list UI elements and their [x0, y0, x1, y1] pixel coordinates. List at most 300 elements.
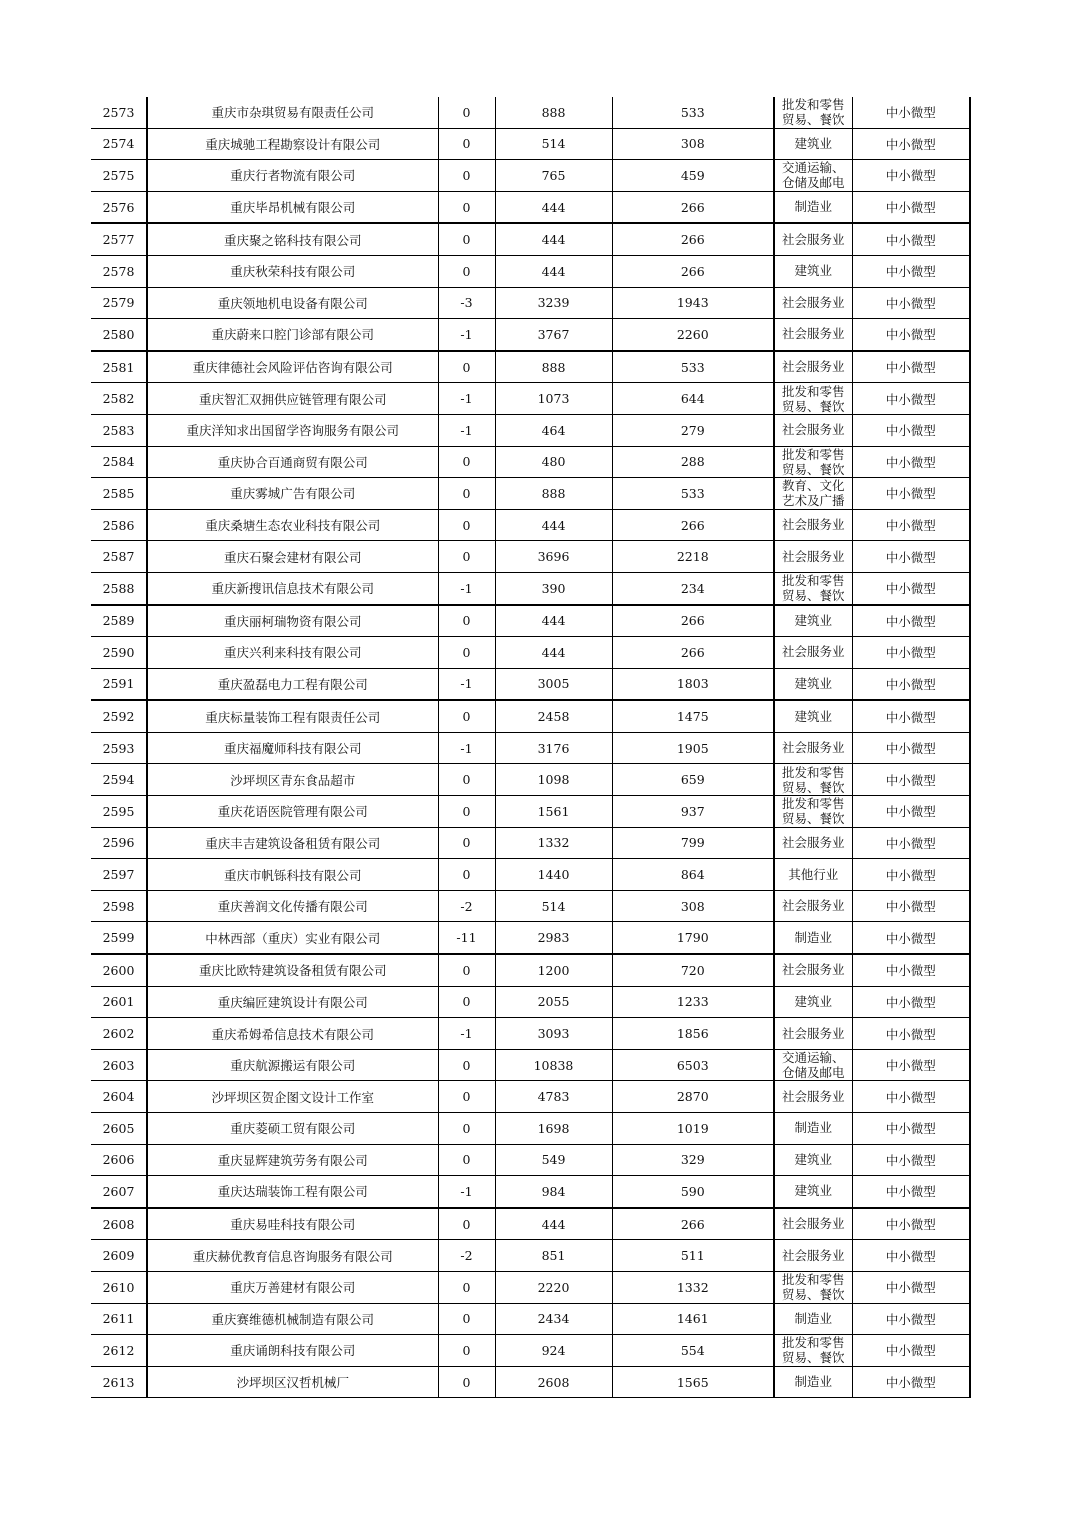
- table-row: [91, 637, 970, 669]
- table-row: [91, 160, 970, 192]
- size-category: 中小微型: [852, 97, 970, 128]
- size-category: 中小微型: [852, 796, 970, 828]
- industry-cell: [774, 319, 852, 351]
- amount-b: 1803: [612, 668, 774, 700]
- industry-cell: [774, 1303, 852, 1335]
- change-value: 0: [438, 478, 495, 510]
- change-value: 0: [438, 827, 495, 859]
- amount-a: 3239: [495, 287, 612, 319]
- table-row: [91, 827, 970, 859]
- industry-label: 建筑业: [794, 1183, 832, 1199]
- row-number: 2585: [91, 478, 147, 510]
- row-number: 2599: [91, 922, 147, 954]
- amount-a: 549: [495, 1144, 612, 1176]
- company-name: 重庆兴利来科技有限公司: [147, 637, 438, 669]
- table-row: [91, 796, 970, 828]
- table-row: [91, 890, 970, 922]
- industry-label: 建筑业: [794, 675, 832, 691]
- table-row: [91, 1081, 970, 1113]
- change-value: 0: [438, 1049, 495, 1081]
- amount-a: 1440: [495, 859, 612, 891]
- amount-b: 1461: [612, 1303, 774, 1335]
- amount-a: 888: [495, 97, 612, 128]
- company-name: 重庆比欧特建筑设备租赁有限公司: [147, 954, 438, 986]
- size-category: 中小微型: [852, 605, 970, 637]
- industry-label: 社会服务业: [781, 834, 845, 850]
- table-row: [91, 1049, 970, 1081]
- amount-b: 329: [612, 1144, 774, 1176]
- row-number: 2604: [91, 1081, 147, 1113]
- amount-b: 266: [612, 509, 774, 541]
- company-name: 重庆秋荣科技有限公司: [147, 255, 438, 287]
- size-category: 中小微型: [852, 319, 970, 351]
- company-name: 重庆行者物流有限公司: [147, 160, 438, 192]
- row-number: 2574: [91, 128, 147, 160]
- change-value: 0: [438, 1335, 495, 1367]
- industry-cell: [774, 255, 852, 287]
- amount-b: 799: [612, 827, 774, 859]
- amount-a: 3176: [495, 732, 612, 764]
- amount-b: 511: [612, 1240, 774, 1272]
- row-number: 2607: [91, 1176, 147, 1208]
- company-name: 重庆花语医院管理有限公司: [147, 796, 438, 828]
- industry-cell: [774, 97, 852, 128]
- table-row: [91, 1335, 970, 1367]
- size-category: 中小微型: [852, 1144, 970, 1176]
- change-value: 0: [438, 986, 495, 1018]
- table-row: [91, 128, 970, 160]
- company-name: 重庆桑塘生态农业科技有限公司: [147, 509, 438, 541]
- table-row: [91, 572, 970, 604]
- amount-b: 1905: [612, 732, 774, 764]
- amount-a: 514: [495, 128, 612, 160]
- company-name: 重庆毕昂机械有限公司: [147, 191, 438, 223]
- company-name: 重庆丽柯瑞物资有限公司: [147, 605, 438, 637]
- row-number: 2576: [91, 191, 147, 223]
- change-value: 0: [438, 509, 495, 541]
- size-category: 中小微型: [852, 383, 970, 415]
- industry-label: 建筑业: [794, 993, 832, 1009]
- amount-b: 644: [612, 383, 774, 415]
- industry-cell: [774, 1208, 852, 1240]
- industry-label: 批发和零售贸易、餐饮: [781, 1335, 845, 1366]
- amount-b: 1233: [612, 986, 774, 1018]
- size-category: 中小微型: [852, 1208, 970, 1240]
- size-category: 中小微型: [852, 287, 970, 319]
- change-value: -1: [438, 668, 495, 700]
- industry-label: 社会服务业: [781, 294, 845, 310]
- industry-cell: [774, 509, 852, 541]
- row-number: 2608: [91, 1208, 147, 1240]
- amount-b: 533: [612, 478, 774, 510]
- industry-cell: [774, 922, 852, 954]
- company-name: 沙坪坝区青东食品超市: [147, 764, 438, 796]
- change-value: -11: [438, 922, 495, 954]
- industry-label: 建筑业: [794, 612, 832, 628]
- table-row: [91, 732, 970, 764]
- table-row: [91, 509, 970, 541]
- industry-label: 社会服务业: [781, 326, 845, 342]
- size-category: 中小微型: [852, 1366, 970, 1398]
- row-number: 2600: [91, 954, 147, 986]
- industry-cell: [774, 541, 852, 573]
- amount-a: 1200: [495, 954, 612, 986]
- amount-b: 533: [612, 351, 774, 383]
- industry-label: 制造业: [794, 1120, 832, 1136]
- amount-a: 390: [495, 572, 612, 604]
- amount-b: 266: [612, 1208, 774, 1240]
- industry-label: 制造业: [794, 1310, 832, 1326]
- company-name: 中林西部（重庆）实业有限公司: [147, 922, 438, 954]
- size-category: 中小微型: [852, 1081, 970, 1113]
- industry-cell: [774, 414, 852, 446]
- amount-b: 1790: [612, 922, 774, 954]
- row-number: 2575: [91, 160, 147, 192]
- table-row: [91, 223, 970, 255]
- table-row: [91, 954, 970, 986]
- industry-label: 批发和零售贸易、餐饮: [781, 446, 845, 477]
- amount-a: 2608: [495, 1366, 612, 1398]
- industry-cell: [774, 764, 852, 796]
- amount-a: 444: [495, 255, 612, 287]
- size-category: 中小微型: [852, 954, 970, 986]
- industry-cell: [774, 796, 852, 828]
- change-value: 0: [438, 446, 495, 478]
- row-number: 2573: [91, 97, 147, 128]
- industry-label: 社会服务业: [781, 962, 845, 978]
- industry-label: 交通运输、仓储及邮电: [781, 160, 845, 191]
- amount-b: 1856: [612, 1018, 774, 1050]
- row-number: 2586: [91, 509, 147, 541]
- industry-label: 社会服务业: [781, 898, 845, 914]
- size-category: 中小微型: [852, 191, 970, 223]
- industry-cell: [774, 383, 852, 415]
- change-value: 0: [438, 859, 495, 891]
- change-value: 0: [438, 351, 495, 383]
- change-value: 0: [438, 97, 495, 128]
- industry-cell: [774, 1271, 852, 1303]
- amount-a: 2434: [495, 1303, 612, 1335]
- size-category: 中小微型: [852, 1240, 970, 1272]
- company-name: 重庆石聚会建材有限公司: [147, 541, 438, 573]
- change-value: 0: [438, 160, 495, 192]
- table-row: [91, 351, 970, 383]
- industry-label: 交通运输、仓储及邮电: [781, 1050, 845, 1081]
- size-category: 中小微型: [852, 128, 970, 160]
- change-value: -2: [438, 890, 495, 922]
- amount-b: 266: [612, 637, 774, 669]
- size-category: 中小微型: [852, 414, 970, 446]
- amount-b: 864: [612, 859, 774, 891]
- amount-a: 765: [495, 160, 612, 192]
- amount-b: 1019: [612, 1113, 774, 1145]
- row-number: 2598: [91, 890, 147, 922]
- change-value: 0: [438, 255, 495, 287]
- row-number: 2584: [91, 446, 147, 478]
- company-name: 重庆洋知求出国留学咨询服务有限公司: [147, 414, 438, 446]
- amount-a: 3696: [495, 541, 612, 573]
- row-number: 2611: [91, 1303, 147, 1335]
- row-number: 2578: [91, 255, 147, 287]
- change-value: -1: [438, 732, 495, 764]
- industry-cell: [774, 1144, 852, 1176]
- company-name: 重庆蔚来口腔门诊部有限公司: [147, 319, 438, 351]
- industry-label: 批发和零售贸易、餐饮: [781, 573, 845, 604]
- row-number: 2579: [91, 287, 147, 319]
- amount-b: 459: [612, 160, 774, 192]
- table-row: [91, 1208, 970, 1240]
- amount-a: 444: [495, 509, 612, 541]
- company-name: 沙坪坝区贺企图文设计工作室: [147, 1081, 438, 1113]
- table-body: [91, 97, 970, 1398]
- size-category: 中小微型: [852, 1018, 970, 1050]
- amount-a: 444: [495, 605, 612, 637]
- amount-a: 1332: [495, 827, 612, 859]
- company-name: 重庆盈磊电力工程有限公司: [147, 668, 438, 700]
- industry-label: 制造业: [794, 1374, 832, 1390]
- amount-b: 937: [612, 796, 774, 828]
- row-number: 2612: [91, 1335, 147, 1367]
- change-value: 0: [438, 1144, 495, 1176]
- amount-b: 279: [612, 414, 774, 446]
- table-row: [91, 668, 970, 700]
- amount-b: 6503: [612, 1049, 774, 1081]
- size-category: 中小微型: [852, 223, 970, 255]
- industry-cell: [774, 191, 852, 223]
- size-category: 中小微型: [852, 1271, 970, 1303]
- size-category: 中小微型: [852, 1303, 970, 1335]
- size-category: 中小微型: [852, 446, 970, 478]
- amount-b: 266: [612, 223, 774, 255]
- row-number: 2593: [91, 732, 147, 764]
- industry-label: 建筑业: [794, 263, 832, 279]
- amount-b: 2260: [612, 319, 774, 351]
- industry-cell: [774, 1113, 852, 1145]
- company-name: 重庆易哇科技有限公司: [147, 1208, 438, 1240]
- industry-cell: [774, 1081, 852, 1113]
- row-number: 2595: [91, 796, 147, 828]
- amount-a: 984: [495, 1176, 612, 1208]
- company-name: 重庆标量装饰工程有限责任公司: [147, 700, 438, 732]
- company-name: 重庆新搜讯信息技术有限公司: [147, 572, 438, 604]
- change-value: -1: [438, 383, 495, 415]
- change-value: 0: [438, 1081, 495, 1113]
- company-name: 重庆协合百通商贸有限公司: [147, 446, 438, 478]
- size-category: 中小微型: [852, 859, 970, 891]
- size-category: 中小微型: [852, 700, 970, 732]
- industry-label: 社会服务业: [781, 644, 845, 660]
- industry-cell: [774, 637, 852, 669]
- table-row: [91, 478, 970, 510]
- change-value: -1: [438, 414, 495, 446]
- industry-label: 建筑业: [794, 708, 832, 724]
- company-name: 重庆市杂琪贸易有限责任公司: [147, 97, 438, 128]
- size-category: 中小微型: [852, 922, 970, 954]
- table-row: [91, 1271, 970, 1303]
- industry-label: 社会服务业: [781, 1025, 845, 1041]
- change-value: 0: [438, 541, 495, 573]
- amount-b: 1943: [612, 287, 774, 319]
- row-number: 2610: [91, 1271, 147, 1303]
- table-row: [91, 287, 970, 319]
- row-number: 2577: [91, 223, 147, 255]
- enterprise-table: [91, 97, 971, 1398]
- industry-cell: [774, 732, 852, 764]
- company-name: 重庆赛维德机械制造有限公司: [147, 1303, 438, 1335]
- table-row: [91, 859, 970, 891]
- company-name: 重庆律德社会风险评估咨询有限公司: [147, 351, 438, 383]
- industry-label: 社会服务业: [781, 1216, 845, 1232]
- amount-b: 2870: [612, 1081, 774, 1113]
- company-name: 沙坪坝区汉哲机械厂: [147, 1366, 438, 1398]
- industry-cell: [774, 287, 852, 319]
- table-row: [91, 1144, 970, 1176]
- industry-label: 制造业: [794, 929, 832, 945]
- company-name: 重庆聚之铭科技有限公司: [147, 223, 438, 255]
- change-value: -1: [438, 1176, 495, 1208]
- industry-cell: [774, 1240, 852, 1272]
- row-number: 2581: [91, 351, 147, 383]
- amount-a: 2983: [495, 922, 612, 954]
- change-value: -3: [438, 287, 495, 319]
- industry-label: 建筑业: [794, 1151, 832, 1167]
- row-number: 2594: [91, 764, 147, 796]
- row-number: 2597: [91, 859, 147, 891]
- change-value: 0: [438, 128, 495, 160]
- amount-b: 288: [612, 446, 774, 478]
- industry-label: 制造业: [794, 199, 832, 215]
- amount-a: 10838: [495, 1049, 612, 1081]
- amount-b: 1475: [612, 700, 774, 732]
- industry-cell: [774, 446, 852, 478]
- company-name: 重庆雾城广告有限公司: [147, 478, 438, 510]
- table-row: [91, 383, 970, 415]
- table-row: [91, 541, 970, 573]
- table-row: [91, 446, 970, 478]
- industry-cell: [774, 223, 852, 255]
- table-row: [91, 922, 970, 954]
- amount-a: 480: [495, 446, 612, 478]
- company-name: 重庆显辉建筑劳务有限公司: [147, 1144, 438, 1176]
- company-name: 重庆善润文化传播有限公司: [147, 890, 438, 922]
- table-row: [91, 255, 970, 287]
- size-category: 中小微型: [852, 732, 970, 764]
- amount-a: 1073: [495, 383, 612, 415]
- industry-cell: [774, 1176, 852, 1208]
- company-name: 重庆菱硕工贸有限公司: [147, 1113, 438, 1145]
- amount-a: 444: [495, 191, 612, 223]
- industry-cell: [774, 668, 852, 700]
- size-category: 中小微型: [852, 572, 970, 604]
- table-row: [91, 1366, 970, 1398]
- table-row: [91, 605, 970, 637]
- table-row: [91, 97, 970, 128]
- change-value: 0: [438, 764, 495, 796]
- change-value: 0: [438, 1303, 495, 1335]
- size-category: 中小微型: [852, 1335, 970, 1367]
- industry-label: 批发和零售贸易、餐饮: [781, 383, 845, 414]
- amount-a: 2458: [495, 700, 612, 732]
- table-row: [91, 1303, 970, 1335]
- industry-label: 社会服务业: [781, 359, 845, 375]
- industry-cell: [774, 478, 852, 510]
- table-row: [91, 1113, 970, 1145]
- size-category: 中小微型: [852, 986, 970, 1018]
- amount-b: 533: [612, 97, 774, 128]
- amount-a: 1098: [495, 764, 612, 796]
- amount-a: 924: [495, 1335, 612, 1367]
- amount-a: 3093: [495, 1018, 612, 1050]
- change-value: 0: [438, 700, 495, 732]
- size-category: 中小微型: [852, 827, 970, 859]
- size-category: 中小微型: [852, 509, 970, 541]
- table-row: [91, 1176, 970, 1208]
- amount-b: 590: [612, 1176, 774, 1208]
- industry-cell: [774, 605, 852, 637]
- table-row: [91, 1018, 970, 1050]
- size-category: 中小微型: [852, 668, 970, 700]
- amount-b: 308: [612, 128, 774, 160]
- row-number: 2587: [91, 541, 147, 573]
- row-number: 2606: [91, 1144, 147, 1176]
- amount-a: 514: [495, 890, 612, 922]
- amount-a: 2055: [495, 986, 612, 1018]
- row-number: 2589: [91, 605, 147, 637]
- size-category: 中小微型: [852, 541, 970, 573]
- table-row: [91, 414, 970, 446]
- change-value: 0: [438, 796, 495, 828]
- size-category: 中小微型: [852, 764, 970, 796]
- amount-a: 464: [495, 414, 612, 446]
- company-name: 重庆诵朗科技有限公司: [147, 1335, 438, 1367]
- change-value: 0: [438, 1271, 495, 1303]
- change-value: 0: [438, 223, 495, 255]
- company-name: 重庆福魔师科技有限公司: [147, 732, 438, 764]
- table-row: [91, 764, 970, 796]
- change-value: 0: [438, 1366, 495, 1398]
- industry-label: 批发和零售贸易、餐饮: [781, 1272, 845, 1303]
- industry-label: 社会服务业: [781, 740, 845, 756]
- amount-a: 3767: [495, 319, 612, 351]
- company-name: 重庆城驰工程勘察设计有限公司: [147, 128, 438, 160]
- amount-b: 266: [612, 255, 774, 287]
- size-category: 中小微型: [852, 351, 970, 383]
- change-value: -1: [438, 1018, 495, 1050]
- company-name: 重庆市帆铄科技有限公司: [147, 859, 438, 891]
- row-number: 2590: [91, 637, 147, 669]
- size-category: 中小微型: [852, 255, 970, 287]
- change-value: 0: [438, 1113, 495, 1145]
- amount-a: 888: [495, 351, 612, 383]
- amount-a: 888: [495, 478, 612, 510]
- company-name: 重庆希姆希信息技术有限公司: [147, 1018, 438, 1050]
- amount-a: 2220: [495, 1271, 612, 1303]
- industry-label: 教育、文化艺术及广播: [781, 478, 845, 509]
- amount-b: 266: [612, 605, 774, 637]
- industry-label: 社会服务业: [781, 1247, 845, 1263]
- company-name: 重庆领地机电设备有限公司: [147, 287, 438, 319]
- industry-cell: [774, 890, 852, 922]
- industry-cell: [774, 1018, 852, 1050]
- industry-label: 建筑业: [794, 135, 832, 151]
- amount-b: 266: [612, 191, 774, 223]
- row-number: 2613: [91, 1366, 147, 1398]
- row-number: 2580: [91, 319, 147, 351]
- industry-cell: [774, 351, 852, 383]
- size-category: 中小微型: [852, 890, 970, 922]
- company-name: 重庆航源搬运有限公司: [147, 1049, 438, 1081]
- amount-a: 851: [495, 1240, 612, 1272]
